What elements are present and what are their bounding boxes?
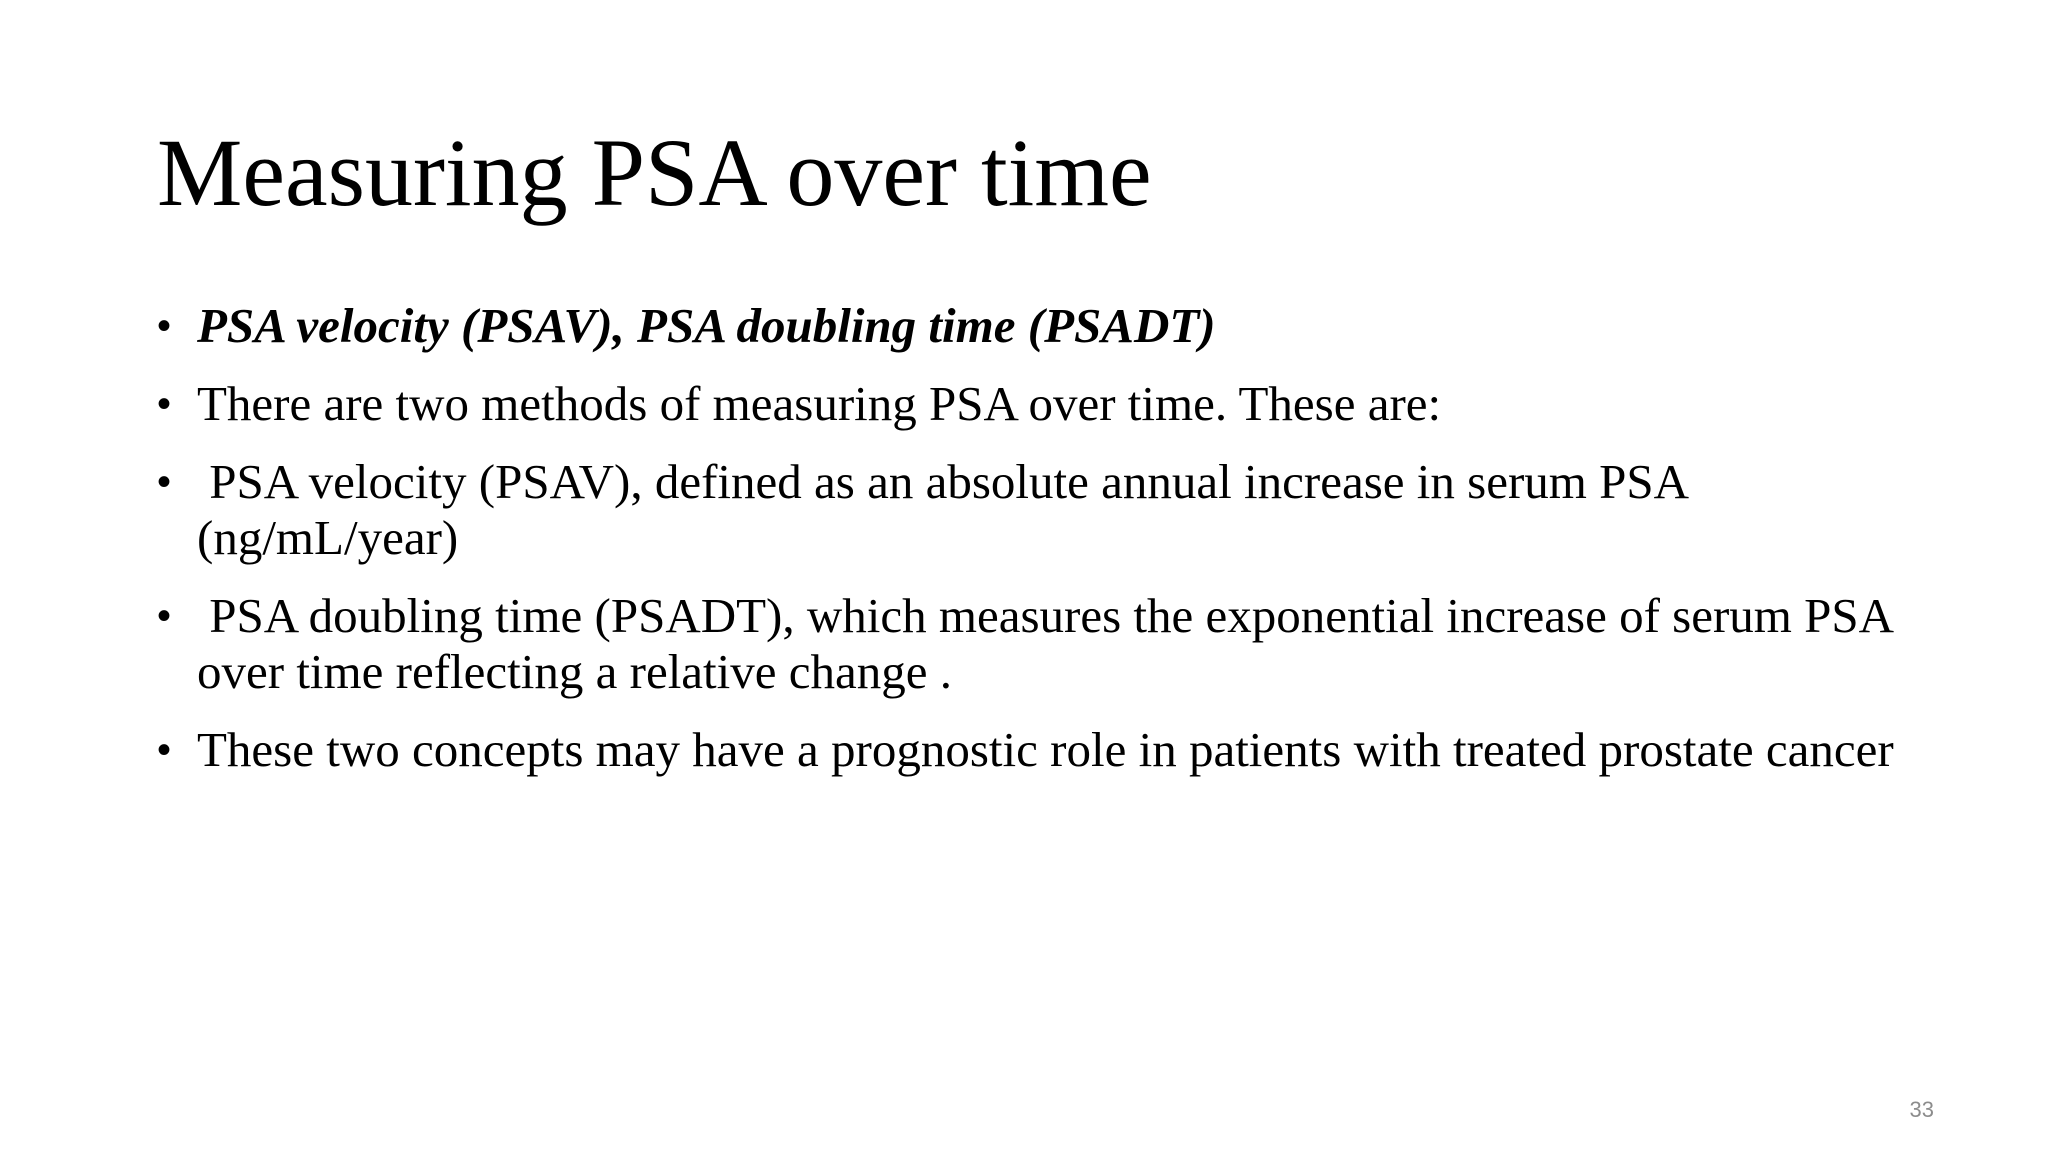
bullet-item	[157, 454, 1917, 566]
bullet-glyph: •	[157, 304, 172, 348]
bullet-item	[157, 722, 1917, 778]
bullet-item	[157, 298, 1917, 354]
bullet-glyph: •	[157, 382, 172, 426]
bullet-glyph: •	[157, 594, 172, 638]
page-number: 33	[1909, 1097, 1934, 1122]
bullet-text: PSA velocity (PSAV), PSA doubling time (PSADT)	[197, 298, 1216, 353]
slide-title: Measuring PSA over time	[157, 119, 1152, 226]
bullet-text: There are two methods of measuring PSA over time. These are:	[197, 376, 1442, 431]
bullet-list	[157, 298, 1917, 800]
bullet-text: PSA doubling time (PSADT), which measures the exponential increase of serum PSA over time reflecting a relative change .	[197, 588, 1904, 699]
bullet-item	[157, 588, 1917, 700]
bullet-item	[157, 376, 1917, 432]
bullet-text: PSA velocity (PSAV), defined as an absolute annual increase in serum PSA (ng/mL/year)	[197, 454, 1699, 565]
bullet-glyph: •	[157, 728, 172, 772]
bullet-glyph: •	[157, 460, 172, 504]
bullet-text: These two concepts may have a prognostic role in patients with treated prostate cancer	[197, 722, 1894, 777]
